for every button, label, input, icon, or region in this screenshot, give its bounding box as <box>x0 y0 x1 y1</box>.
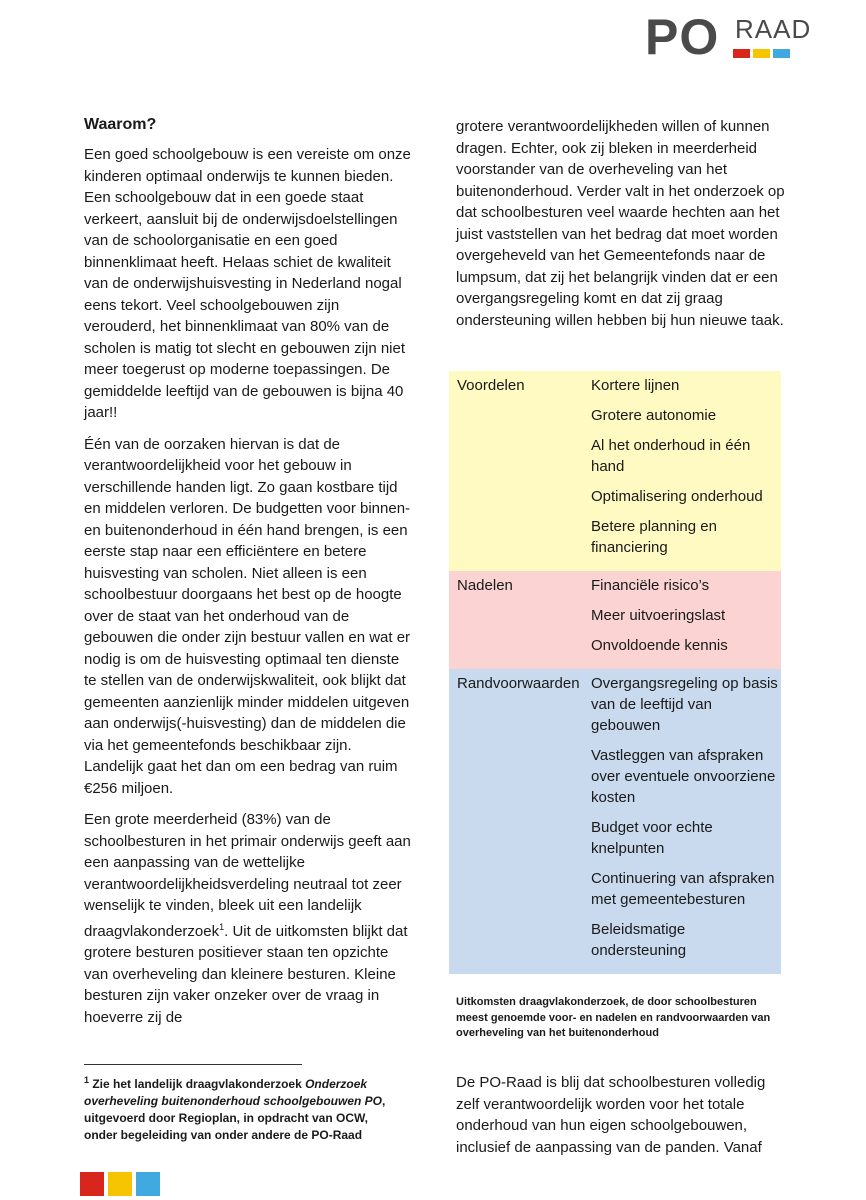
right-column <box>456 116 786 341</box>
table-category: Voordelen <box>457 377 525 394</box>
table-item: Vastleggen van afspraken over eventuele onvoorziene kosten <box>591 747 776 806</box>
footer-color-squares <box>80 1172 160 1196</box>
footnote <box>84 1072 404 1144</box>
left-column <box>84 116 414 1038</box>
logo-po-text: PO <box>645 9 720 65</box>
table-item: Beleidsmatige ondersteuning <box>591 921 687 959</box>
table-category: Nadelen <box>457 577 513 594</box>
table-item: Betere planning en financiering <box>591 518 717 556</box>
footnote-divider <box>84 1064 302 1065</box>
table-section-nadelen <box>449 571 781 669</box>
table-items <box>591 571 781 669</box>
table-item: Continuering van afspraken met gemeentebesturen <box>591 870 775 908</box>
table-item: Onvoldoende kennis <box>591 637 728 654</box>
footer-square-red <box>80 1172 104 1196</box>
footnote-number: 1 <box>84 1075 90 1085</box>
right-paragraph-1: grotere verantwoordelijkheden willen of kunnen dragen. Echter, ook zij bleken in meerderheid voorstander van de overheveling van het buitenonderhoud. Verder valt in het onderzoek op dat schoolbesturen veel waarde hechten aan het juist vaststellen van het bedrag dat moet worden overgeheveld van het Gemeentefonds naar de lumpsum, dat zij het belangrijk vinden dat er een overgangsregeling komt en dat zij graag ondersteuning willen hebben bij hun nieuwe taak. <box>456 118 785 329</box>
footnote-prefix: Zie het landelijk draagvlakonderzoek <box>89 1077 306 1091</box>
table-category: Randvoorwaarden <box>457 675 580 692</box>
paragraph-3-start: Een grote meerderheid (83%) van de schoolbesturen in het primair onderwijs geeft aan een aanpassing van de wettelijke verantwoordelijkheidsverdeling neutraal tot zeer wenselijk te vinden, bleek uit een landelijk draagvlakonderzoek <box>84 811 411 940</box>
footer-square-blue <box>136 1172 160 1196</box>
table-items <box>591 371 781 571</box>
footer-square-yellow <box>108 1172 132 1196</box>
table-item: Meer uitvoeringslast <box>591 607 726 624</box>
table-item: Overgangsregeling op basis van de leeftijd van gebouwen <box>591 675 778 734</box>
table-items <box>591 669 781 974</box>
logo-bar-blue <box>773 49 790 58</box>
table-item: Grotere autonomie <box>591 407 717 424</box>
table-item: Al het onderhoud in één hand <box>591 437 751 475</box>
logo-color-bars <box>733 49 790 58</box>
right-paragraph-2: De PO-Raad is blij dat schoolbesturen volledig zelf verantwoordelijk worden voor het totale onderhoud van hun eigen schoolgebouwen, inclusief de aanpassing van de panden. Vanaf <box>456 1074 766 1156</box>
footnote-title: Onderzoek overheveling buitenonderhoud schoolgebouwen PO <box>84 1077 383 1108</box>
paragraph-1: Een goed schoolgebouw is een vereiste om onze kinderen optimaal onderwijs te kunnen bieden. Een schoolgebouw dat in een goede staat verkeert, aansluit bij de onderwijsdoelstellingen van de schoolorganisatie en een goed binnenklimaat heeft. Helaas schiet de kwaliteit van de onderwijshuisvesting in Nederland nogal eens tekort. Veel schoolgebouwen zijn verouderd, het binnenklimaat van 80% van de scholen is matig tot slecht en gebouwen zijn niet meer toegerust op moderne toepassingen. De gemiddelde leeftijd van de gebouwen is bijna 40 jaar!! <box>84 146 411 421</box>
section-heading: Waarom? <box>84 116 157 133</box>
footnote-suffix: , uitgevoerd door Regioplan, in opdracht van OCW, onder begeleiding van onder andere de PO-Raad <box>84 1094 386 1142</box>
logo-raad-text: RAAD <box>735 14 812 44</box>
footnote-reference[interactable]: 1 <box>219 921 225 932</box>
pros-cons-table <box>449 371 781 974</box>
table-item: Budget voor echte knelpunten <box>591 819 713 857</box>
po-raad-logo <box>645 9 812 65</box>
table-caption: Uitkomsten draagvlakonderzoek, de door schoolbesturen meest genoemde voor- en nadelen en randvoorwaarden van overheveling van het buitenonderhoud <box>456 996 771 1039</box>
table-item: Financiële risico’s <box>591 577 710 594</box>
table-item: Kortere lijnen <box>591 377 680 394</box>
table-section-voordelen <box>449 371 781 571</box>
table-section-randvoorwaarden <box>449 669 781 974</box>
logo-bar-yellow <box>753 49 770 58</box>
table-item: Optimalisering onderhoud <box>591 488 763 505</box>
paragraph-3 <box>84 809 414 1028</box>
paragraph-2: Één van de oorzaken hiervan is dat de verantwoordelijkheid voor het gebouw in verschillende handen ligt. Zo gaan kostbare tijd en middelen verloren. De budgetten voor binnen- en buitenonderhoud in één hand brengen, is een eerste stap naar een efficiëntere en betere huisvesting van scholen. Niet alleen is een schoolbestuur doorgaans het best op de hoogte over de staat van het onderhoud van de gebouwen die onder zijn bestuur vallen en wat er nodig is om de huisvesting optimaal ten dienste te stellen van de onderwijskwaliteit, ook blijkt dat gemeenten aanzienlijk minder middelen uitgeven aan onderwijs(-huisvesting) dan de middelen die via het gemeentefonds beschikbaar zijn. Landelijk gaat het dan om een bedrag van ruim €256 miljoen. <box>84 435 411 797</box>
logo-bar-red <box>733 49 750 58</box>
paragraph-3-end: . Uit de uitkomsten blijkt dat grotere besturen positiever staan ten opzichte van overheveling dan kleinere besturen. Kleine besturen zijn vaker onzeker over de vraag in hoeverre zij de <box>84 922 408 1026</box>
